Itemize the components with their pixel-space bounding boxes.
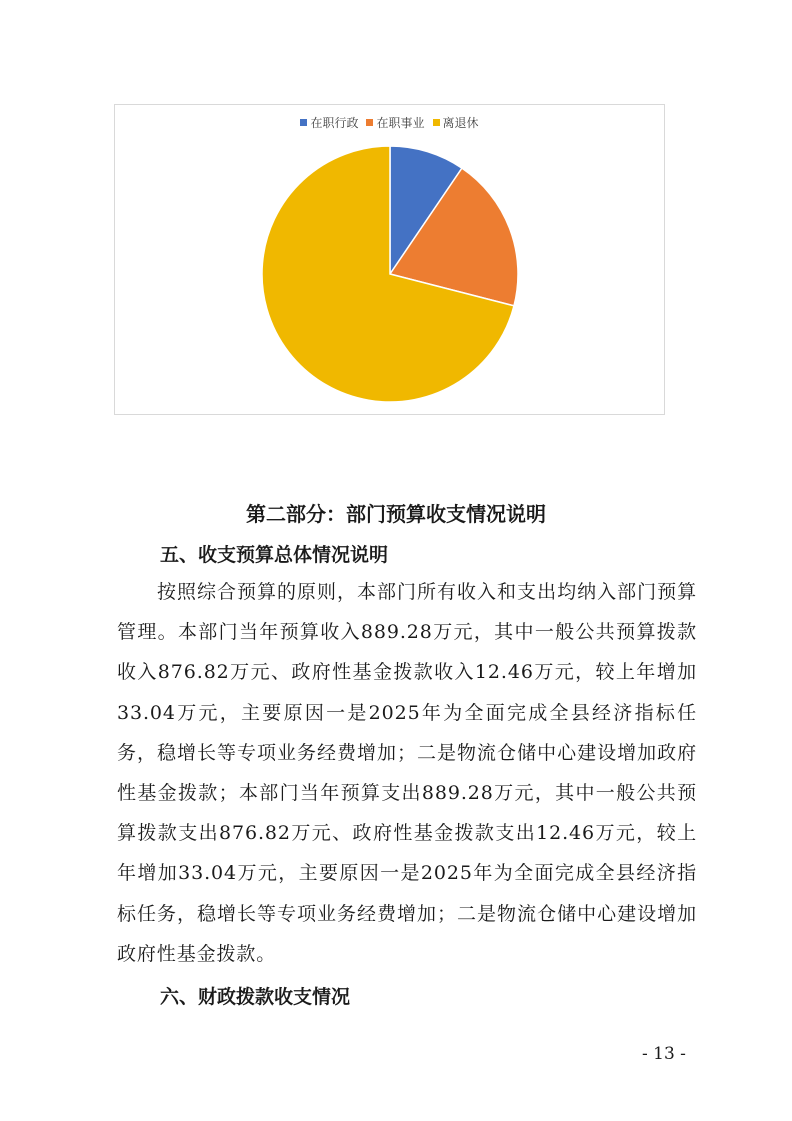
page-number: - 13 - xyxy=(642,1044,686,1064)
legend-label-admin: 在职行政 xyxy=(310,116,359,130)
body-paragraph: 按照综合预算的原则，本部门所有收入和支出均纳入部门预算管理。本部门当年预算收入889.28万元，其中一般公共预算拨款收入876.82万元、政府性基金拨款收入12.46万元，较上年增加33.04万元，主要原因一是2025年为全面完成全县经济指标任务，稳增长等专项业务经费增加；二是物流仓储中心建设增加政府性基金拨款；本部门当年预算支出889.28万元，其中一般公共预算拨款支出876.82万元、政府性基金拨款支出12.46万元，较上年增加33.04万元，主要原因一是2025年为全面完成全县经济指标任务，稳增长等专项业务经费增加；二是物流仓储中心建设增加政府性基金拨款。 xyxy=(117,581,697,965)
section-title: 第二部分：部门预算收支情况说明 xyxy=(246,502,546,526)
legend-label-institution: 在职事业 xyxy=(376,116,425,130)
pie-chart xyxy=(114,104,665,415)
pie-plot-area xyxy=(115,105,664,414)
heading-overall-budget: 五、收支预算总体情况说明 xyxy=(160,544,389,566)
legend-label-retired: 离退休 xyxy=(442,116,479,130)
heading-fiscal-appropriation: 六、财政拨款收支情况 xyxy=(160,986,351,1008)
